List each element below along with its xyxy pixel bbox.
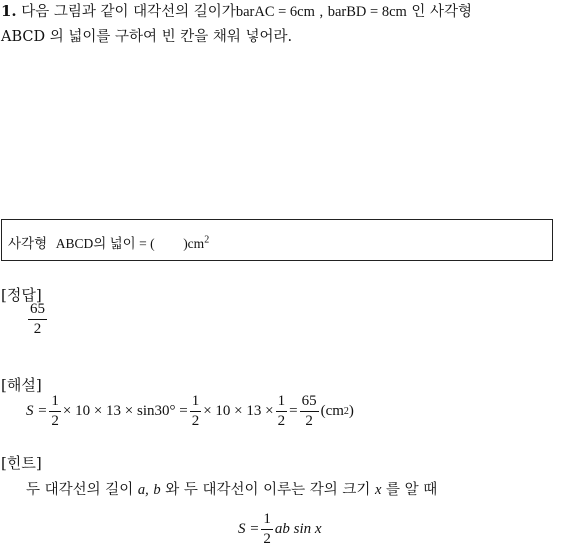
answer-box-text: [8, 232, 209, 252]
formula-unit: (cm: [320, 403, 344, 419]
hint-text: [26, 478, 437, 499]
answer-box: [1, 219, 553, 261]
frac2-num: 1: [190, 394, 202, 412]
question-line-2: ABCD 의 넓이를 구하여 빈 칸을 채워 넣어라.: [1, 29, 293, 45]
hint-var-b: b: [153, 482, 161, 498]
hint-frac-num: 1: [261, 512, 273, 530]
answer-box-prefix: 사각형: [8, 236, 48, 252]
hint-frac-den: 2: [263, 531, 271, 547]
question-tail: 인 사각형: [411, 4, 473, 20]
comma: ,: [319, 4, 324, 20]
explanation-label: [해설]: [1, 376, 42, 394]
bd-length: barBD = 8cm: [327, 4, 407, 20]
formula-mid2: × 10 × 13 ×: [203, 403, 274, 419]
answer-fraction: [26, 302, 49, 337]
hint-t3: 를 알 때: [386, 482, 438, 498]
explanation-formula: S = $\frac{1}{2}$ × 10 × 13 × sin30° = $\frac{1}{2}$ × 10 × 13 × $\frac{1}{2}$ = $\frac{65}{2}$ (cm 2 ): [26, 393, 354, 429]
answer-numerator: 65: [28, 302, 47, 320]
answer-box-shape: ABCD의 넓이 = (: [55, 236, 155, 251]
hint-label: [힌트]: [1, 454, 42, 472]
answer-denominator: 2: [33, 321, 42, 337]
question-number: 1.: [1, 2, 17, 20]
question-text: 다음 그림과 같이 대각선의 길이가: [21, 4, 236, 20]
frac3-den: 2: [277, 413, 286, 429]
hint-formula: [238, 512, 322, 547]
hint-t1: 두 대각선의 길이: [26, 482, 134, 498]
hint-t2: 와 두 대각선이 이루는 각의 크기: [165, 482, 371, 498]
frac4-den: 2: [305, 413, 313, 429]
answer-box-unit: )cm: [183, 236, 205, 251]
frac2-den: 2: [191, 413, 200, 429]
formula-lhs: S =: [26, 403, 48, 419]
formula-eq: =: [289, 403, 298, 419]
answer-box-unit-exp: 2: [204, 234, 210, 246]
frac1-den: 2: [51, 413, 59, 429]
frac4-num: 65: [300, 394, 319, 412]
hint-formula-rhs: ab sin x: [274, 521, 322, 537]
answer-label: [정답]: [1, 286, 42, 304]
hint-var-x: x: [374, 482, 382, 498]
ac-length: barAC = 6cm: [235, 4, 315, 20]
formula-mid1: × 10 × 13 × sin30° =: [62, 403, 188, 419]
hint-var-a: a,: [137, 482, 149, 498]
hint-formula-lhs: S =: [238, 521, 260, 537]
frac3-num: 1: [276, 394, 288, 412]
formula-unit-close: ): [348, 403, 354, 419]
question-line-1: [1, 0, 472, 21]
frac1-num: 1: [49, 394, 61, 412]
